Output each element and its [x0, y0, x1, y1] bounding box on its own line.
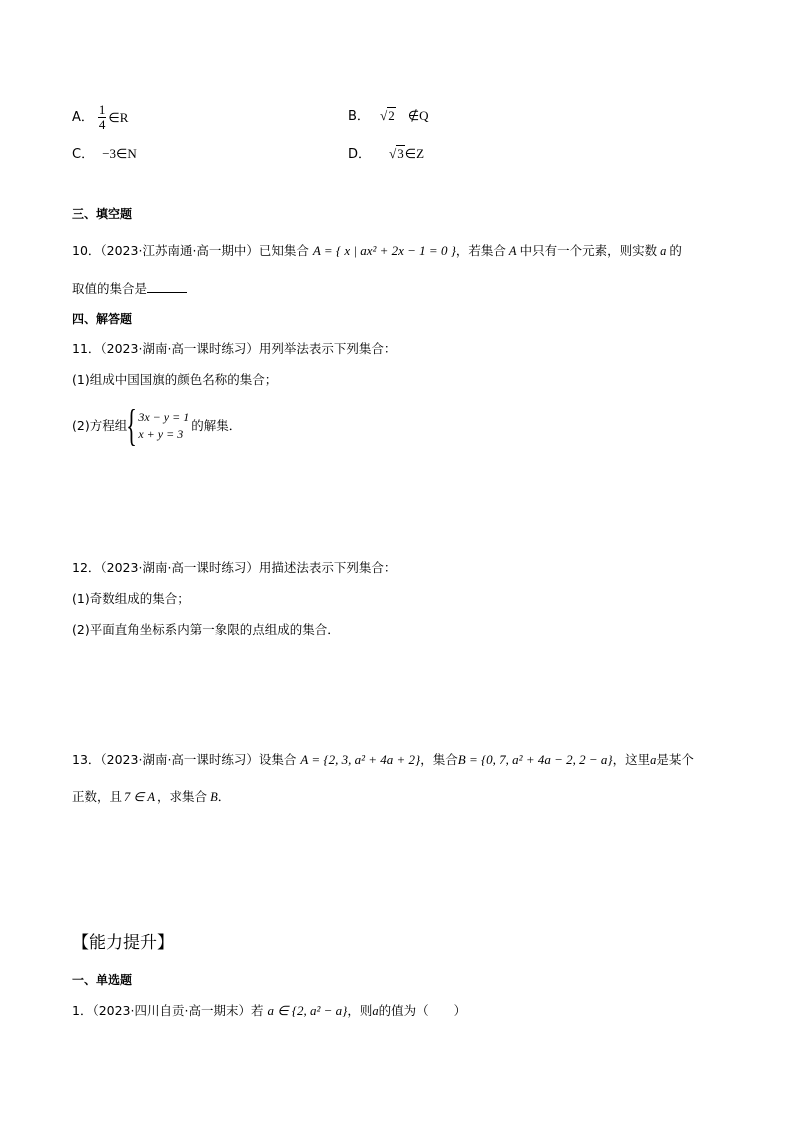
question-number: 1．	[72, 1003, 93, 1018]
membership-expression: a ∈ {2, a² − a}	[267, 1003, 348, 1018]
option-d	[348, 147, 424, 161]
option-b-sqrt: √2	[380, 108, 395, 123]
question-12-part2: (2)平面直角坐标系内第一象限的点组成的集合．	[72, 622, 340, 637]
option-a-rest: ∈R	[108, 109, 129, 125]
option-c	[72, 147, 137, 161]
question-13-line1: 13．（2023·湖南·高一课时练习）设集合 A = {2, 3, a² + 4a + 2}，集合B = {0, 7, a² + 4a − 2, 2 − a}，这里a是某个	[72, 752, 694, 767]
question-number: 13．	[72, 752, 101, 767]
option-b	[348, 109, 429, 123]
set-a-expression: A = { x | ax² + 2x − 1 = 0 }	[312, 243, 456, 258]
question-13-line2: 正数，且 7 ∈ A ，求集合 B．	[72, 789, 231, 804]
question-number: 11．	[72, 341, 101, 356]
equation-1: 3x − y = 1	[138, 410, 190, 424]
ability-section-title: 【能力提升】	[72, 933, 174, 953]
section-title-fill-in: 三、填空题	[72, 207, 133, 221]
question-number: 12．	[72, 560, 101, 575]
equation-system-brace: {	[126, 401, 138, 450]
question-source: （2023·四川自贡·高一期末）	[92, 1003, 251, 1018]
question-11-part2: (2)方程组 { 3x − y = 1 x + y = 3 的解集．	[72, 401, 242, 450]
set-a-expression: A = {2, 3, a² + 4a + 2}	[300, 752, 421, 767]
option-d-label: D．	[348, 147, 372, 162]
question-source: （2023·湖南·高一课时练习）	[100, 341, 259, 356]
option-a-fraction: $\frac{1}{4}$	[98, 101, 106, 132]
question-11-line1: 11．（2023·湖南·高一课时练习）用列举法表示下列集合：	[72, 341, 397, 356]
equation-2: x + y = 3	[138, 427, 184, 441]
option-b-label: B．	[348, 109, 370, 124]
section-title-single-choice: 一、单选题	[72, 973, 133, 987]
question-12-part1: (1)奇数组成的集合；	[72, 591, 190, 606]
section-title-answer: 四、解答题	[72, 312, 133, 326]
answer-blank	[147, 281, 187, 293]
option-a	[72, 101, 129, 132]
option-c-label: C．	[72, 147, 95, 162]
set-b-expression: B = {0, 7, a² + 4a − 2, 2 − a}	[457, 752, 613, 767]
option-a-label: A．	[72, 109, 94, 125]
option-d-sqrt: √3	[389, 146, 404, 161]
question-source: （2023·湖南·高一课时练习）	[100, 752, 259, 767]
question-12-line1: 12．（2023·湖南·高一课时练习）用描述法表示下列集合：	[72, 560, 397, 575]
question-11-part1: (1)组成中国国旗的颜色名称的集合；	[72, 372, 278, 387]
option-c-text: −3∈N	[102, 146, 137, 161]
option-d-rest: ∈Z	[404, 146, 425, 161]
problem-1-line: 1．（2023·四川自贡·高一期末）若 a ∈ {2, a² − a}，则a的值为（ ）	[72, 1003, 467, 1018]
question-10-line2: 取值的集合是	[72, 281, 187, 296]
question-source: （2023·湖南·高一课时练习）	[100, 560, 259, 575]
option-b-rest: ∉Q	[407, 108, 429, 123]
question-source: （2023·江苏南通·高一期中）	[100, 243, 259, 258]
question-10-line1: 10．（2023·江苏南通·高一期中）已知集合 A = { x | ax² + 2x − 1 = 0 }，若集合 A 中只有一个元素，则实数 a 的	[72, 243, 682, 258]
question-number: 10．	[72, 243, 101, 258]
equation-system	[138, 409, 189, 443]
